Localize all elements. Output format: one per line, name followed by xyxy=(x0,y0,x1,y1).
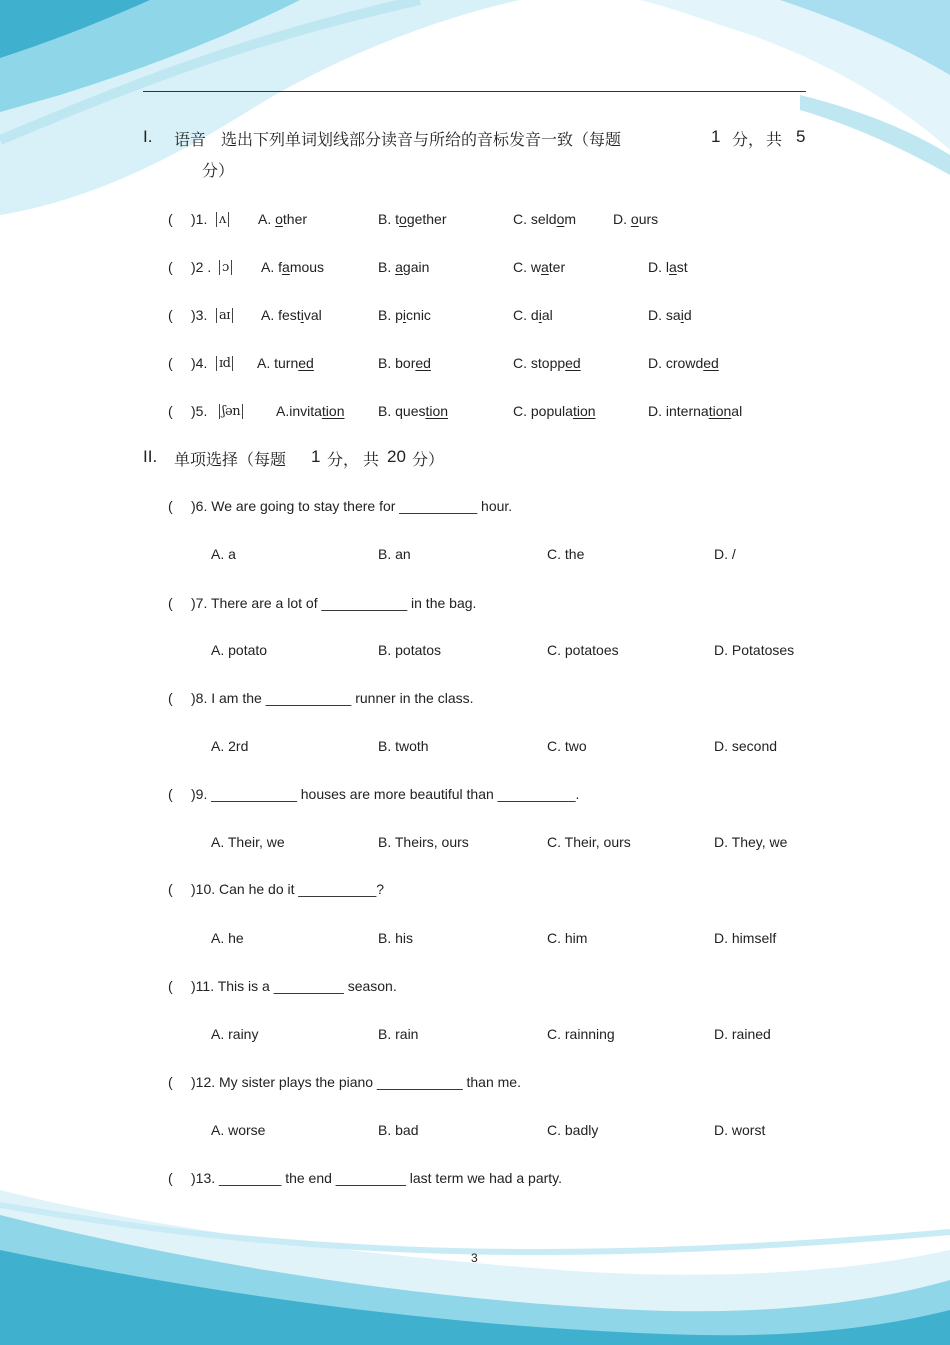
answer-paren[interactable]: ( xyxy=(168,881,173,897)
header-rule xyxy=(143,91,806,92)
section-2-title: 单项选择（每题 xyxy=(174,450,287,469)
option-d[interactable]: D. They, we xyxy=(714,834,788,850)
answer-paren[interactable]: ( xyxy=(168,307,173,323)
option-d[interactable]: D. ours xyxy=(613,211,659,227)
option-d[interactable]: D. said xyxy=(648,307,692,323)
section-1-title-b: 选出下列单词划线部分读音与所给的音标发音一致（每题 xyxy=(221,130,622,149)
option-a[interactable]: A. turned xyxy=(257,355,314,371)
phonetic-symbol: ʃən xyxy=(219,404,243,419)
phonetic-symbol: aɪ xyxy=(216,308,233,323)
option-b[interactable]: B. Theirs, ours xyxy=(378,834,469,850)
option-a[interactable]: A. he xyxy=(211,930,244,946)
option-d[interactable]: D. / xyxy=(714,546,736,562)
option-a[interactable]: A. 2rd xyxy=(211,738,249,754)
option-c[interactable]: C. badly xyxy=(547,1122,599,1138)
option-c[interactable]: C. two xyxy=(547,738,587,754)
option-a[interactable]: A. Their, we xyxy=(211,834,285,850)
option-c[interactable]: C. population xyxy=(513,403,596,419)
option-d[interactable]: D. himself xyxy=(714,930,777,946)
option-c[interactable]: C. seldom xyxy=(513,211,577,227)
section-2-score-4: 20 xyxy=(387,447,406,466)
section-1-score-3: 共 xyxy=(766,130,783,149)
answer-paren[interactable]: ( xyxy=(168,498,173,514)
question-stem: )12. My sister plays the piano ___________ than me. xyxy=(191,1074,521,1090)
section-2-score-5: 分） xyxy=(412,450,445,469)
option-a[interactable]: A. other xyxy=(258,211,308,227)
answer-paren[interactable]: ( xyxy=(168,690,173,706)
answer-paren[interactable]: ( xyxy=(168,1170,173,1186)
phonetic-symbol: ɪd xyxy=(216,356,233,371)
option-a[interactable]: A. rainy xyxy=(211,1026,259,1042)
section-1-score-1: 1 xyxy=(711,127,721,146)
question-stem: )7. There are a lot of ___________ in the bag. xyxy=(191,595,477,611)
phonetic-symbol: ɔ xyxy=(219,260,232,275)
option-d[interactable]: D. rained xyxy=(714,1026,771,1042)
section-1-title-a: 语音 xyxy=(174,130,207,149)
answer-paren[interactable]: ( xyxy=(168,1074,173,1090)
option-b[interactable]: B. together xyxy=(378,211,447,227)
question-stem: )11. This is a _________ season. xyxy=(191,978,397,994)
option-b[interactable]: B. rain xyxy=(378,1026,419,1042)
option-a[interactable]: A. famous xyxy=(261,259,325,275)
answer-paren[interactable]: ( xyxy=(168,978,173,994)
section-2-score-3: 共 xyxy=(363,450,380,469)
option-c[interactable]: C. water xyxy=(513,259,566,275)
option-c[interactable]: C. rainning xyxy=(547,1026,615,1042)
section-1-title-cont: 分） xyxy=(202,161,235,180)
option-b[interactable]: B. question xyxy=(378,403,449,419)
answer-paren[interactable]: ( xyxy=(168,595,173,611)
question-number: )2 . xyxy=(191,259,212,275)
question-number: )4. xyxy=(191,355,208,371)
section-2-score-1: 1 xyxy=(311,447,321,466)
option-c[interactable]: C. the xyxy=(547,546,585,562)
question-number: )3. xyxy=(191,307,208,323)
answer-paren[interactable]: ( xyxy=(168,403,173,419)
option-a[interactable]: A. festival xyxy=(261,307,322,323)
option-a[interactable]: A.invitation xyxy=(276,403,345,419)
answer-paren[interactable]: ( xyxy=(168,355,173,371)
option-d[interactable]: D. crowded xyxy=(648,355,719,371)
option-d[interactable]: D. worst xyxy=(714,1122,766,1138)
option-d[interactable]: D. last xyxy=(648,259,688,275)
question-stem: )9. ___________ houses are more beautiful than __________. xyxy=(191,786,580,802)
question-stem: )8. I am the ___________ runner in the class. xyxy=(191,690,474,706)
phonetic-symbol: ʌ xyxy=(216,212,229,227)
option-a[interactable]: A. potato xyxy=(211,642,268,658)
option-b[interactable]: B. his xyxy=(378,930,414,946)
section-2-number: II. xyxy=(143,447,158,466)
option-b[interactable]: B. picnic xyxy=(378,307,431,323)
section-1-score-4: 5 xyxy=(796,127,806,146)
question-stem: )10. Can he do it __________? xyxy=(191,881,385,897)
question-stem: )13. ________ the end _________ last term we had a party. xyxy=(191,1170,563,1186)
section-1-number: I. xyxy=(143,127,153,146)
option-c[interactable]: C. stopped xyxy=(513,355,581,371)
question-number: )5. xyxy=(191,403,208,419)
page-number: 3 xyxy=(471,1251,478,1265)
option-a[interactable]: A. a xyxy=(211,546,236,562)
option-d[interactable]: D. international xyxy=(648,403,743,419)
option-a[interactable]: A. worse xyxy=(211,1122,266,1138)
section-2-score-2: 分， xyxy=(327,450,360,469)
option-b[interactable]: B. bad xyxy=(378,1122,419,1138)
option-c[interactable]: C. Their, ours xyxy=(547,834,631,850)
answer-paren[interactable]: ( xyxy=(168,259,173,275)
answer-paren[interactable]: ( xyxy=(168,211,173,227)
option-c[interactable]: C. potatoes xyxy=(547,642,619,658)
option-b[interactable]: B. again xyxy=(378,259,430,275)
option-d[interactable]: D. second xyxy=(714,738,778,754)
option-b[interactable]: B. an xyxy=(378,546,411,562)
option-d[interactable]: D. Potatoses xyxy=(714,642,795,658)
option-c[interactable]: C. dial xyxy=(513,307,553,323)
question-number: )1. xyxy=(191,211,208,227)
answer-paren[interactable]: ( xyxy=(168,786,173,802)
option-c[interactable]: C. him xyxy=(547,930,588,946)
section-1-score-2: 分， xyxy=(732,130,765,149)
option-b[interactable]: B. bored xyxy=(378,355,431,371)
option-b[interactable]: B. twoth xyxy=(378,738,429,754)
question-stem: )6. We are going to stay there for __________ hour. xyxy=(191,498,513,514)
option-b[interactable]: B. potatos xyxy=(378,642,442,658)
